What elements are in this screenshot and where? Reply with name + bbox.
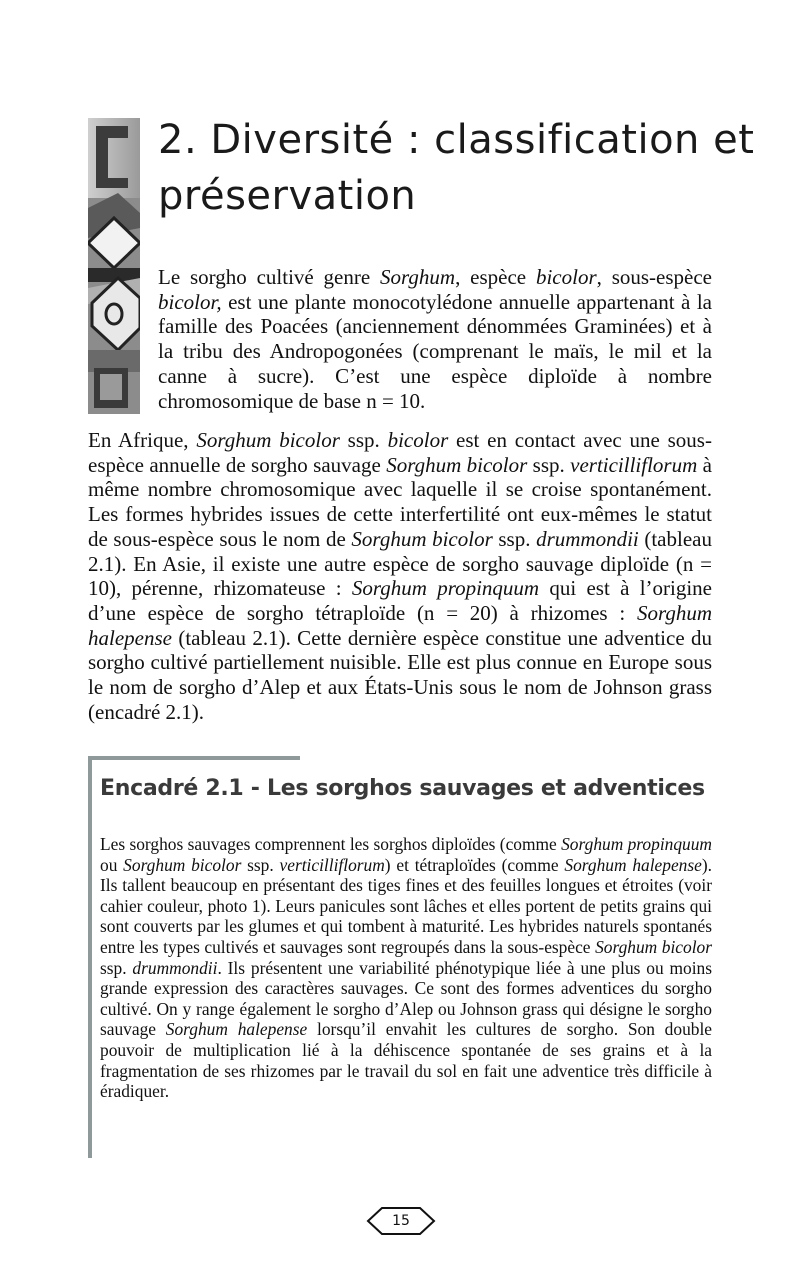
intro-paragraph [158,265,712,413]
text-run: ssp. [492,526,537,551]
italic-term: Sorghum halepense [564,854,702,875]
italic-term: Sorghum bicolor [386,452,528,477]
sidebar-box-rule [88,756,300,760]
text-run: à même nombre chromosomique avec laquelle il se croise spontanément. Les formes hybrides issues de cette interfertilité ont eux-mêmes le statut de sous-espèce sous le nom de [88,452,712,551]
page-number-badge [366,1206,436,1236]
text-run: ou [100,854,124,875]
italic-term: drummondii [132,957,218,978]
text-run: , sous-espèce [596,265,712,289]
body-paragraph [88,428,712,724]
italic-term: drummondii [536,526,639,551]
text-run: ) et tétraploïdes (comme [384,854,565,875]
text-run: (tableau 2.1). En Asie, il existe une autre espèce de sorgho sauvage diploïde (n = 10), pérenne, rhizomateuse : [88,526,712,601]
text-run: Les sorghos sauvages comprennent les sorghos diploïdes (comme [100,834,562,854]
text-run: ). Ils tallent beaucoup en présentant des tiges fines et des feuilles longues et étroites (voir cahier couleur, photo 1). Leurs panicules sont lâches et elles portent de petits grains qui sont couverts par les glumes et qui tombent à maturité. Les hybrides naturels spontanés entre les types cultivés et sauvages sont regroupés dans la sous-espèce [100,854,712,957]
italic-term: bicolor [535,265,597,289]
italic-term: Sorghum propinquum [351,576,540,601]
text-run: qui est à l’origine d’une espèce de sorgho tétraploïde (n = 20) à rhizomes : [88,576,712,625]
italic-term: Sorghum bicolor [351,526,493,551]
text-run: Le sorgho cultivé genre [158,265,381,289]
text-run: En Afrique, [88,428,197,452]
text-run: . Ils présentent une variabilité phénotypique liée à une plus ou moins grande expression des caractères sauvages. Ce sont des formes adventices du sorgho cultivé. On y range également le sorgho d’Alep ou Johnson grass qui désigne le sorgho sauvage [100,957,712,1040]
sidebar-box-text [100,834,712,1102]
text-run: lorsqu’il envahit les cultures de sorgho. Son double pouvoir de multiplication lié à la déhiscence spontanée de ses grains et à la fragmentation de ses rhizomes par le travail du sol en fait une adventice très difficile à éradiquer. [100,1019,713,1102]
text-run: (tableau 2.1). Cette dernière espèce constitue une adventice du sorgho cultivé partiellement nuisible. Elle est plus connue en Europe sous le nom de sorgho d’Alep et aux États-Unis sous le nom de Johnson grass (encadré 2.1). [88,625,712,724]
italic-term: Sorghum bicolor [123,854,242,875]
text-run: est une plante monocotylédone annuelle appartenant à la famille des Poacées (anciennement dénommées Graminées) et à la tribu des Andropogonées (comprenant le maïs, le mil et la canne à sucre). C’est une espèce diploïde à nombre chromosomique de base n = 10. [158,289,712,413]
italic-term: Sorghum propinquum [561,834,712,854]
page-number: 15 [392,1213,410,1229]
text-run: ssp. [241,854,280,875]
text-run: ssp. [100,957,133,978]
chapter-title: 2. Diversité : classification et préservation [158,117,755,219]
italic-term: verticilliflorum [570,452,698,477]
text-run: est en contact avec une sous-espèce annuelle de sorgho sauvage [88,428,712,477]
italic-term: bicolor, [158,289,222,314]
text-run: , espèce [455,265,536,289]
italic-term: Sorghum bicolor [196,428,340,452]
italic-term: Sorghum [380,265,456,289]
text-run: ssp. [339,428,388,452]
italic-term: verticilliflorum [279,854,385,875]
italic-term: Sorghum halepense [88,600,712,650]
chapter-ornament-image [88,118,140,414]
text-run: ssp. [527,452,571,477]
italic-term: Sorghum bicolor [595,936,712,957]
italic-term: Sorghum halepense [165,1019,308,1040]
italic-term: bicolor [387,428,449,452]
sidebar-box-title: Encadré 2.1 - Les sorghos sauvages et adventices [100,776,705,801]
